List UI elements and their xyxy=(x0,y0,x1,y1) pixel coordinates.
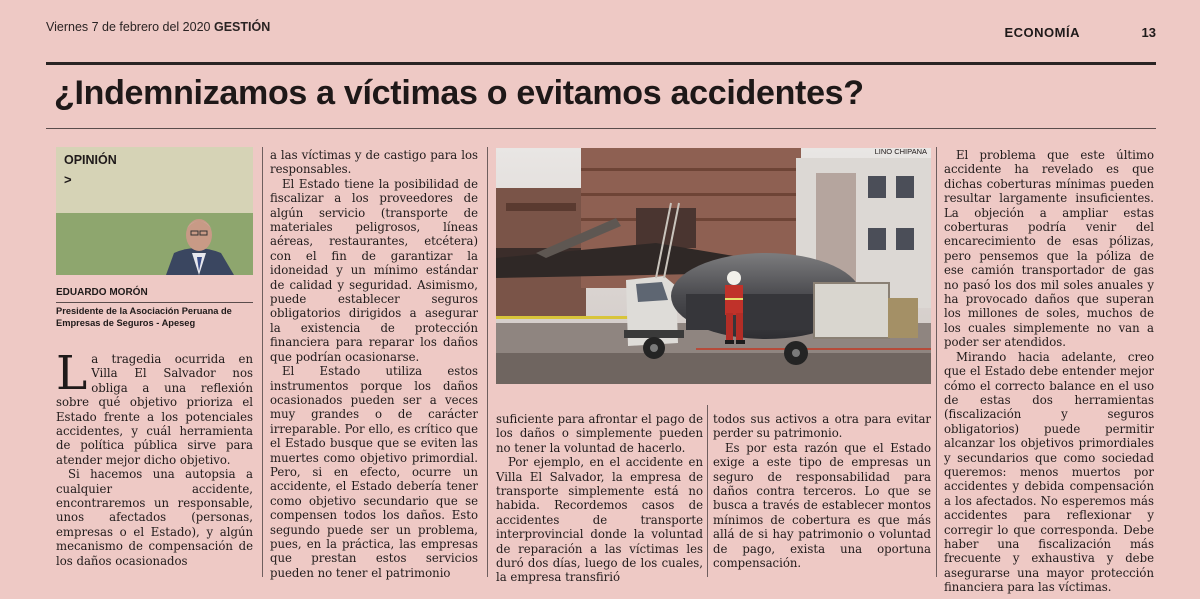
column-divider xyxy=(487,147,488,577)
body-paragraph: El Estado utiliza estos instrumentos porque los daños ocasionados pueden ser a veces muy grandes o de carácter irreparable. Por ello, es crítico que el Estado busque que se eviten las muertes como objetivo primordial. Pero, si en efecto, ocurre un accidente, el Estado debería tener como objetivo secundario que se compensen todos los daños. Esto segundo puede ser un problema, pues, en la práctica, las empresas que prestan estos servicios pueden no tener el patrimonio xyxy=(270,364,478,580)
article-headline: ¿Indemnizamos a víctimas o evitamos accidentes? xyxy=(54,74,864,112)
body-paragraph: suficiente para afrontar el pago de los daños o simplemente pueden no tener la voluntad de hacerlo. xyxy=(496,412,703,455)
body-paragraph: El problema que este último accidente ha revelado es que dichas coberturas mínimas pueden resultar largamente insuficientes. La objeción a ampliar estas coberturas podría venir del encarecimiento de esas pólizas, pero pensemos que la póliza de ese camión transportador de gas no pasó los dos mil soles anuales y ha provocado daños que superan los millones de soles, muchos de los cuales simplemente no van a poder ser atendidos. xyxy=(944,148,1154,350)
drop-cap: L xyxy=(56,346,88,401)
body-paragraph: Es por esta razón que el Estado exige a este tipo de empresas un seguro de responsabilidad para daños contra terceros. Lo que se busca a través de establecer montos mínimos de cobertura es que más allá de si hay patrimonio o voluntad de pago, exista una oportuna compensación. xyxy=(713,440,931,571)
author-photo xyxy=(56,213,253,275)
page-header xyxy=(0,0,1200,44)
column-divider xyxy=(936,147,937,577)
author-role: Presidente de la Asociación Peruana de Empresas de Seguros - Apeseg xyxy=(56,306,232,328)
header-date-line xyxy=(46,20,270,34)
author-portrait-illustration xyxy=(56,213,253,275)
article-column-5 xyxy=(944,148,1154,595)
header-date: Viernes 7 de febrero del 2020 xyxy=(46,20,211,34)
headline-rule xyxy=(46,128,1156,129)
body-paragraph xyxy=(56,346,253,467)
column-divider xyxy=(707,405,708,577)
article-column-2 xyxy=(270,148,478,580)
article-column-1 xyxy=(56,346,253,568)
author-name: EDUARDO MORÓN xyxy=(56,287,253,303)
accident-photo xyxy=(496,148,931,384)
body-paragraph: Si hacemos una autopsia a cualquier accidente, encontraremos un responsable, unos afectados (personas, empresas o el Estado), y algún mecanismo de compensación de los daños ocasionados xyxy=(56,467,253,568)
column-divider xyxy=(262,147,263,577)
article-column-4 xyxy=(713,412,931,570)
section-name: ECONOMÍA xyxy=(1004,25,1080,40)
paragraph-text: a tragedia ocurrida en Villa El Salvador nos obliga a una reflexión sobre qué objetivo prioriza el Estado frente a los potenciales accidentes, y cuál herramienta de política pública sirve para atender mejor dicho objetivo. xyxy=(56,352,253,467)
page-number: 13 xyxy=(1141,25,1156,40)
body-paragraph: Por ejemplo, en el accidente en Villa El Salvador, la empresa de transporte simplemente está no habida. Recordemos casos de accidentes de transporte interprovincial donde la voluntad de reparación a las víctimas les duró dos días, luego de los cuales, la empresa transfirió xyxy=(496,455,703,585)
body-paragraph: Mirando hacia adelante, creo que el Estado debe entender mejor cómo el correcto balance en el uso de estas dos herramientas (fiscalización y seguros obligatorios) puede permitir alcanzar los objetivos primordiales y secundarios que como sociedad queremos: menos muertos por accidentes y debida compensación a los afectados. No esperemos más accidentes para reflexionar y corregir lo que corresponda. Debe haber una fiscalización más frecuente y exhaustiva y debe asegurarse una mayor protección financiera para las víctimas. xyxy=(944,349,1154,595)
burned-truck-scene-illustration xyxy=(496,148,931,384)
publication-name: GESTIÓN xyxy=(213,20,271,34)
photo-credit: LINO CHIPANA xyxy=(874,148,927,156)
body-paragraph: todos sus activos a otra para evitar perder su patrimonio. xyxy=(713,412,931,441)
body-paragraph: a las víctimas y de castigo para los responsables. xyxy=(270,148,478,177)
opinion-label: OPINIÓN xyxy=(64,153,117,167)
top-rule xyxy=(46,62,1156,65)
article-column-3 xyxy=(496,412,703,585)
opinion-arrow-icon: > xyxy=(64,172,72,187)
body-paragraph: El Estado tiene la posibilidad de fiscalizar a los proveedores de algún servicio (transporte de materiales peligrosos, líneas aéreas, restaurantes, etcétera) con el fin de garantizar la idoneidad y un mínimo estándar de calidad y seguridad. Asimismo, puede establecer seguros obligatorios dirigidos a asegurar la existencia de protección financiera para reparar los daños que podrían ocasionarse. xyxy=(270,176,478,364)
